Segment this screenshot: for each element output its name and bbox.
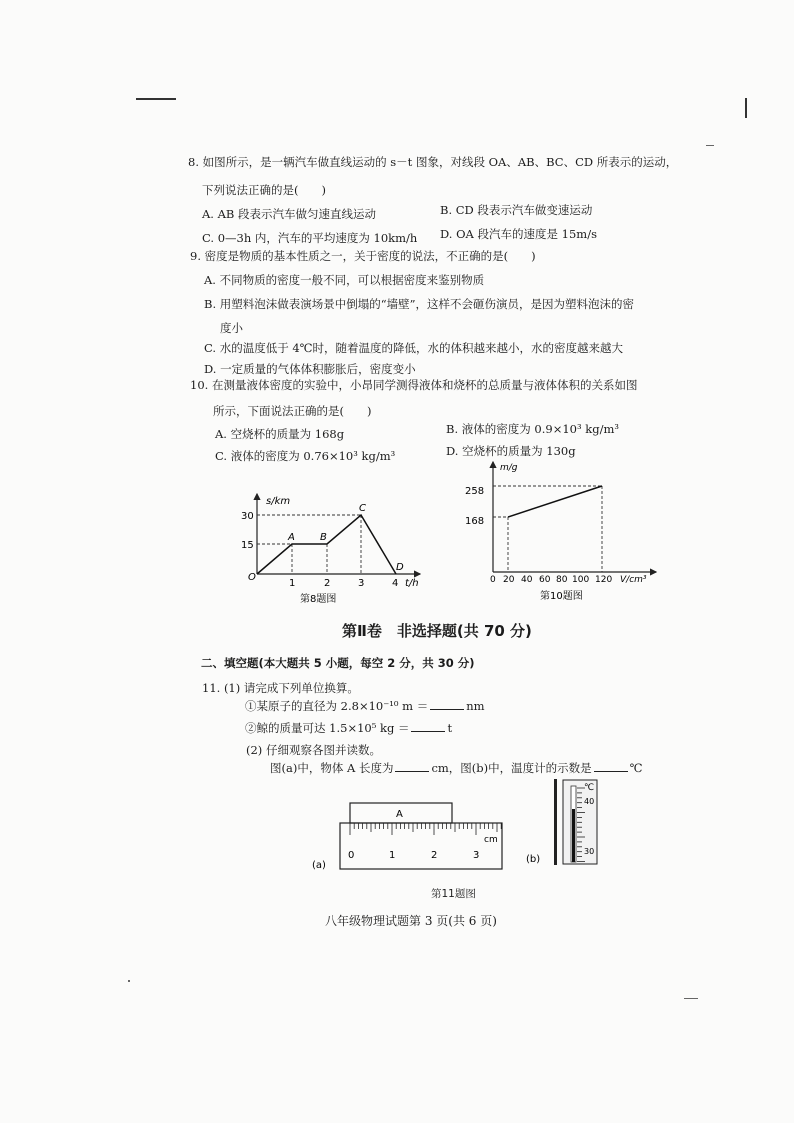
page-footer: 八年级物理试题第 3 页(共 6 页) bbox=[325, 914, 497, 928]
q11-item1-text: ①某原子的直径为 2.8×10⁻¹⁰ m ＝ bbox=[245, 699, 429, 713]
fig10-xtick-120: 120 bbox=[595, 575, 613, 585]
fig8-st-graph bbox=[240, 488, 430, 608]
q11-item2 bbox=[245, 722, 452, 736]
fig11a-tick-3: 3 bbox=[473, 850, 480, 861]
fig8-caption: 第8题图 bbox=[300, 594, 337, 605]
fig10-xtick-20: 20 bbox=[503, 575, 515, 585]
q10-option-b: B. 液体的密度为 0.9×10³ kg/m³ bbox=[446, 422, 619, 436]
fig8-ylabel: s/km bbox=[266, 496, 291, 507]
fig11a-label: (a) bbox=[312, 860, 326, 871]
fig10-ytick-168: 168 bbox=[465, 516, 485, 527]
q11-item1 bbox=[245, 700, 485, 714]
q11-item1-unit: nm bbox=[466, 699, 485, 713]
fig8-ytick-30: 30 bbox=[241, 511, 254, 522]
fig10-xtick-40: 40 bbox=[521, 575, 533, 585]
fig8-st-line bbox=[257, 515, 396, 574]
fig10-caption: 第10题图 bbox=[540, 591, 583, 602]
q11-line5-text-b: cm，图(b)中，温度计的示数是 bbox=[431, 761, 592, 775]
fig10-ylabel: m/g bbox=[500, 463, 518, 473]
q10-option-d: D. 空烧杯的质量为 130g bbox=[446, 444, 576, 458]
scan-speck bbox=[706, 145, 714, 146]
section-title: 二、填空题(本大题共 5 小题，每空 2 分，共 30 分) bbox=[201, 656, 475, 670]
q9-option-a: A. 不同物质的密度一般不同，可以根据密度来鉴别物质 bbox=[204, 273, 485, 287]
q11-answer-blank-3[interactable] bbox=[395, 771, 429, 772]
fig8-point-d: D bbox=[396, 562, 404, 573]
fig10-xtick-100: 100 bbox=[572, 575, 590, 585]
q10-option-c: C. 液体的密度为 0.76×10³ kg/m³ bbox=[215, 449, 396, 463]
fig11b-frame-left bbox=[554, 779, 557, 865]
q8-option-d: D. OA 段汽车的速度是 15m/s bbox=[440, 227, 597, 241]
q11-answer-blank-2[interactable] bbox=[411, 731, 445, 732]
q11-line1: 11. (1) 请完成下列单位换算。 bbox=[202, 681, 359, 695]
q10-stem-line2: 所示，下面说法正确的是( ) bbox=[213, 404, 372, 418]
part2-title: 第Ⅱ卷 非选择题(共 70 分) bbox=[342, 622, 532, 640]
fig8-xtick-2: 2 bbox=[324, 578, 331, 589]
q10-option-a: A. 空烧杯的质量为 168g bbox=[215, 427, 345, 441]
fig11b-thermometer bbox=[522, 776, 612, 872]
q8-option-b: B. CD 段表示汽车做变速运动 bbox=[440, 203, 593, 217]
fig11b-tick-40: 40 bbox=[584, 797, 595, 806]
q10-stem-line1: 10. 在测量液体密度的实验中，小昂同学测得液体和烧杯的总质量与液体体积的关系如图 bbox=[190, 378, 638, 392]
fig10-ytick-258: 258 bbox=[465, 486, 485, 497]
scan-speck bbox=[128, 980, 130, 982]
q11-line4: (2) 仔细观察各图并读数。 bbox=[246, 743, 381, 757]
fig10-mv-graph bbox=[462, 456, 662, 606]
fig11a-unit: cm bbox=[484, 835, 498, 845]
fig10-mv-line bbox=[508, 486, 602, 517]
fig11b-label: (b) bbox=[526, 854, 541, 865]
fig8-point-b: B bbox=[320, 532, 327, 543]
q8-stem-line2: 下列说法正确的是( ) bbox=[202, 183, 326, 197]
fig11a-block-label: A bbox=[396, 809, 403, 820]
q9-option-d: D. 一定质量的气体体积膨胀后，密度变小 bbox=[204, 362, 416, 376]
q11-item2-unit: t bbox=[447, 721, 453, 735]
q8-option-a: A. AB 段表示汽车做匀速直线运动 bbox=[202, 207, 377, 221]
fig8-xtick-4: 4 bbox=[392, 578, 399, 589]
fig8-origin: O bbox=[248, 572, 256, 583]
fig11a-ruler-body bbox=[340, 823, 502, 869]
margin-mark bbox=[745, 98, 747, 118]
q9-option-b-line2: 度小 bbox=[220, 321, 243, 335]
q11-answer-blank-1[interactable] bbox=[430, 709, 464, 710]
fig11-caption: 第11题图 bbox=[431, 888, 476, 900]
scan-speck bbox=[684, 998, 698, 999]
q9-option-b-line1: B. 用塑料泡沫做表演场景中倒塌的“墙壁”，这样不会砸伤演员，是因为塑料泡沫的密 bbox=[204, 297, 635, 311]
q11-answer-blank-4[interactable] bbox=[594, 771, 628, 772]
fig8-ytick-15: 15 bbox=[241, 540, 254, 551]
q11-line5 bbox=[270, 762, 643, 776]
fig10-xtick-60: 60 bbox=[539, 575, 551, 585]
fig10-xtick-80: 80 bbox=[556, 575, 568, 585]
fig11b-tick-30: 30 bbox=[584, 847, 595, 856]
q11-item2-text: ②鲸的质量可达 1.5×10⁵ kg ＝ bbox=[245, 721, 410, 735]
q8-stem-line1: 8. 如图所示，是一辆汽车做直线运动的 s－t 图象，对线段 OA、AB、BC、CD 所表示的运动， bbox=[188, 155, 678, 169]
fig10-xlabel: V/cm³ bbox=[620, 575, 647, 585]
fig11a-tick-0: 0 bbox=[348, 850, 355, 861]
fig8-xtick-1: 1 bbox=[289, 578, 296, 589]
fig8-xtick-3: 3 bbox=[358, 578, 365, 589]
q11-line5-text-a: 图(a)中，物体 A 长度为 bbox=[270, 761, 394, 775]
header-rule bbox=[136, 98, 176, 100]
fig8-xlabel: t/h bbox=[405, 578, 419, 589]
fig8-point-a: A bbox=[288, 532, 295, 543]
fig11b-liquid bbox=[572, 809, 575, 862]
q9-option-c: C. 水的温度低于 4℃时，随着温度的降低，水的体积越来越小，水的密度越来越大 bbox=[204, 341, 624, 355]
fig11a-ruler bbox=[308, 800, 508, 876]
q11-line5-unit: ℃ bbox=[629, 761, 643, 775]
fig11a-tick-1: 1 bbox=[389, 850, 396, 861]
q8-option-c: C. 0—3h 内，汽车的平均速度为 10km/h bbox=[202, 231, 418, 245]
fig10-xtick-0: 0 bbox=[490, 575, 496, 585]
q9-stem: 9. 密度是物质的基本性质之一，关于密度的说法，不正确的是( ) bbox=[190, 249, 536, 263]
fig8-point-c: C bbox=[359, 503, 366, 514]
fig11b-unit: ℃ bbox=[584, 783, 595, 793]
fig11a-tick-2: 2 bbox=[431, 850, 438, 861]
fig11a-ruler-ticks bbox=[350, 823, 501, 835]
